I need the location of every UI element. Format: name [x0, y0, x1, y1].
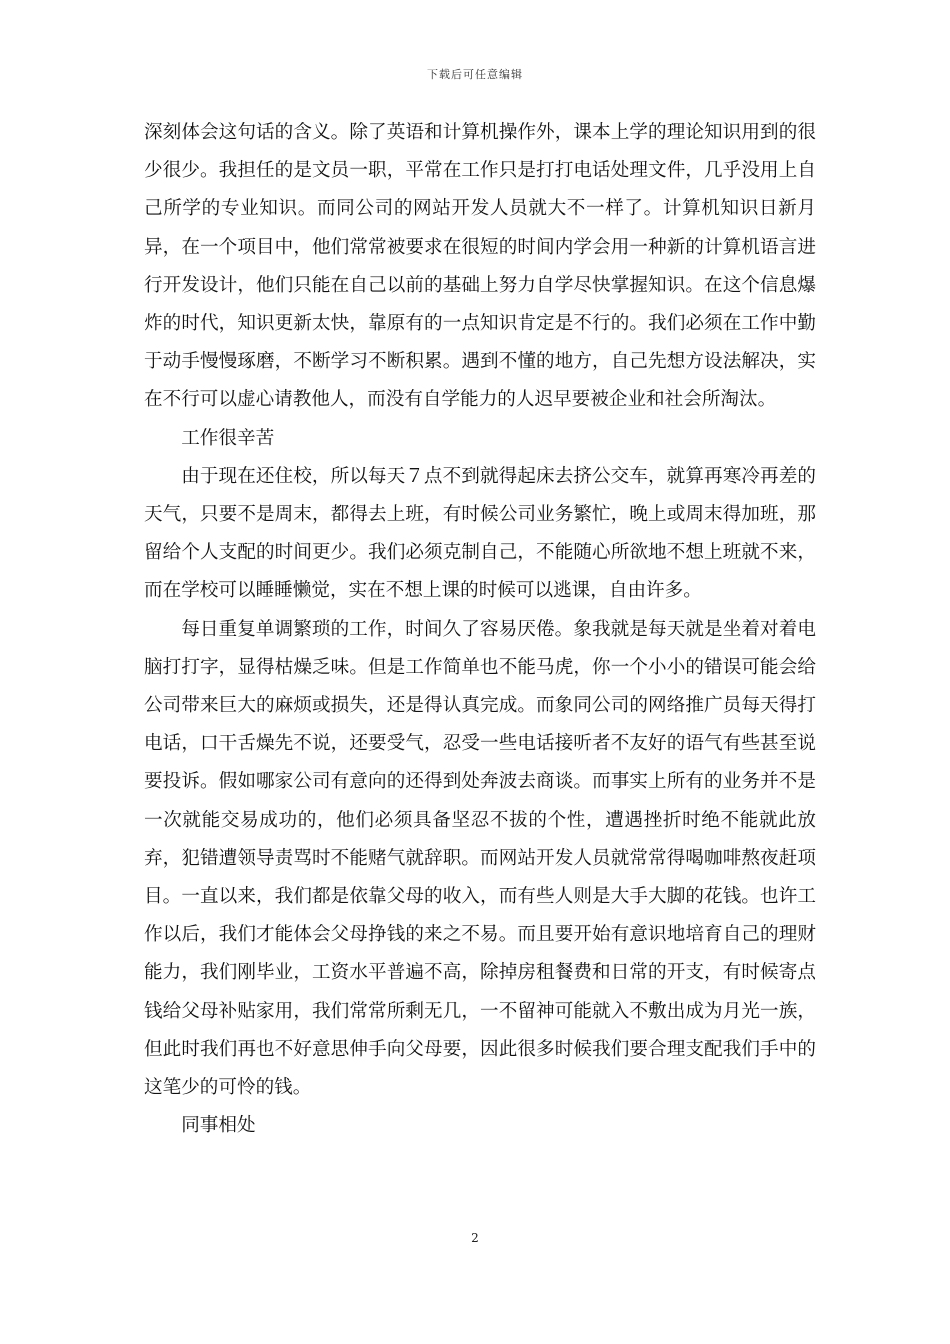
section-heading-colleagues: 同事相处 [181, 1115, 256, 1137]
paragraph-commute: 由于现在还住校，所以每天７点不到就得起床去挤公交车，就算再寒冷再差的天气，只要不是周末，都得去上班，有时候公司业务繁忙，晚上或周末得加班，那留给个人支配的时间更少。我们必须克制自己，不能随心所欲地不想上班就不来，而在学校可以睡睡懒觉，实在不想上课的时候可以逃课，自由许多。 [144, 465, 816, 602]
page-header: 下载后可任意编辑 [427, 68, 523, 81]
section-heading-work-hard: 工作很辛苦 [181, 427, 275, 449]
document-body [144, 114, 816, 1145]
page-number: 2 [471, 1231, 479, 1245]
paragraph-routine-work: 每日重复单调繁琐的工作，时间久了容易厌倦。象我就是每天就是坐着对着电脑打打字，显得枯燥乏味。但是工作简单也不能马虎，你一个小小的错误可能会给公司带来巨大的麻烦或损失，还是得认真完成。而象同公司的网络推广员每天得打电话，口干舌燥先不说，还要受气，忍受一些电话接听者不友好的语气有些甚至说要投诉。假如哪家公司有意向的还得到处奔波去商谈。而事实上所有的业务并不是一次就能交易成功的，他们必须具备坚忍不拔的个性，遭遇挫折时绝不能就此放弃，犯错遭领导责骂时不能赌气就辞职。而网站开发人员就常常得喝咖啡熬夜赶项目。一直以来，我们都是依靠父母的收入，而有些人则是大手大脚的花钱。也许工作以后，我们才能体会父母挣钱的来之不易。而且要开始有意识地培育自己的理财能力，我们刚毕业，工资水平普遍不高，除掉房租餐费和日常的开支，有时候寄点钱给父母补贴家用，我们常常所剩无几，一不留神可能就入不敷出成为月光一族，但此时我们再也不好意思伸手向父母要，因此很多时候我们要合理支配我们手中的这笔少的可怜的钱。 [144, 618, 816, 1099]
paragraph-continuation: 深刻体会这句话的含义。除了英语和计算机操作外，课本上学的理论知识用到的很少很少。我担任的是文员一职，平常在工作只是打打电话处理文件，几乎没用上自己所学的专业知识。而同公司的网站开发人员就大不一样了。计算机知识日新月异，在一个项目中，他们常常被要求在很短的时间内学会用一种新的计算机语言进行开发设计，他们只能在自己以前的基础上努力自学尽快掌握知识。在这个信息爆炸的时代，知识更新太快，靠原有的一点知识肯定是不行的。我们必须在工作中勤于动手慢慢琢磨，不断学习不断积累。遇到不懂的地方，自己先想方设法解决，实在不行可以虚心请教他人，而没有自学能力的人迟早要被企业和社会所淘汰。 [144, 122, 816, 411]
